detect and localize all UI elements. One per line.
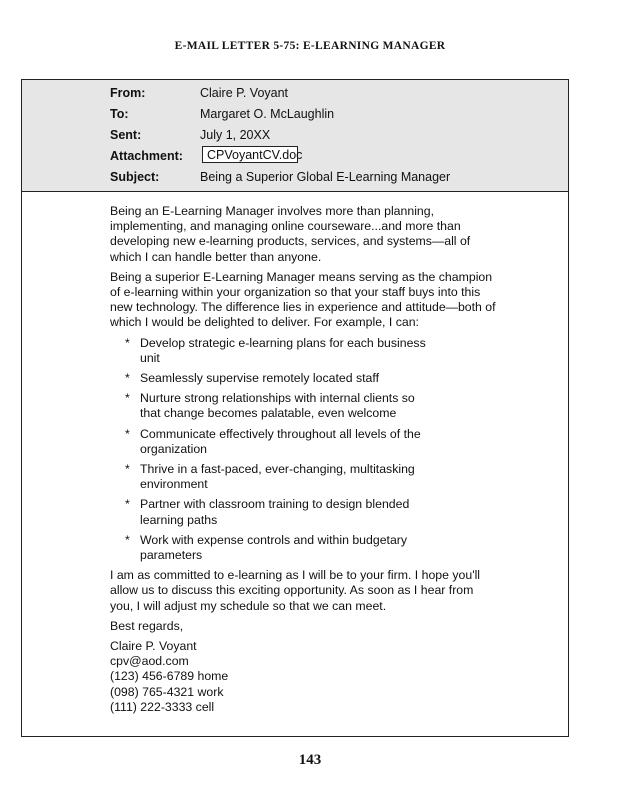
email-header: [22, 80, 568, 192]
bullet-star: *: [125, 335, 130, 350]
to-value: Margaret O. McLaughlin: [200, 107, 335, 121]
subject-label: Subject:: [110, 170, 160, 184]
bullet-star: *: [125, 532, 130, 547]
signature-phone-cell: (111) 222-3333 cell: [110, 699, 215, 714]
from-value: Claire P. Voyant: [200, 86, 289, 100]
bullet-star: *: [125, 462, 130, 477]
signature-phone-home: (123) 456-6789 home: [110, 669, 229, 684]
page-number: 143: [298, 752, 322, 768]
signature-email[interactable]: cpv@aod.com: [110, 654, 189, 669]
signature-name: Claire P. Voyant: [110, 639, 197, 654]
list-item: [110, 391, 430, 421]
list-item: [110, 533, 430, 563]
bullet-star: *: [125, 371, 130, 386]
attachment-file[interactable]: CPVoyantCV.doc: [202, 146, 298, 163]
list-item-text: Thrive in a fast-paced, ever-changing, multitasking environment: [140, 462, 415, 492]
list-item-text: Seamlessly supervise remotely located staff: [140, 371, 379, 386]
signature-phone-work: (098) 765-4321 work: [110, 684, 224, 699]
list-item: [110, 462, 430, 492]
email-body: [110, 204, 500, 715]
bullet-star: *: [125, 391, 130, 406]
sent-label: Sent:: [110, 128, 142, 142]
list-item-text: Communicate effectively throughout all levels of the organization: [140, 426, 421, 456]
signature-block: [110, 639, 500, 715]
list-item: [110, 336, 430, 366]
list-item-text: Work with expense controls and within budgetary parameters: [140, 532, 408, 563]
list-item: [110, 371, 430, 386]
closing-salutation: Best regards,: [110, 618, 184, 633]
sent-value: July 1, 20XX: [200, 128, 271, 142]
bullet-list: [110, 336, 500, 564]
email-letter: [21, 79, 569, 737]
bullet-star: *: [125, 426, 130, 441]
subject-value: Being a Superior Global E-Learning Manager: [200, 170, 451, 184]
bullet-star: *: [125, 497, 130, 512]
list-item-text: Nurture strong relationships with internal clients so that change becomes palatable, even welcome: [140, 391, 415, 421]
list-item-text: Partner with classroom training to design blended learning paths: [140, 497, 410, 527]
list-item: [110, 427, 430, 457]
paragraph-intro: Being an E-Learning Manager involves more than planning, implementing, and managing online courseware...and more than developing new e-learning products, services, and systems—all of which I can handle better than anyone.: [110, 204, 471, 264]
list-item: [110, 497, 430, 527]
from-label: From:: [110, 86, 146, 100]
paragraph-champion: Being a superior E-Learning Manager means serving as the champion of e-learning within your organization so that your staff buys into this new technology. The difference lies in experience and attitude—both of which I would be delighted to deliver. For example, I can:: [110, 269, 496, 330]
page-title: E-MAIL LETTER 5-75: E-LEARNING MANAGER: [174, 40, 446, 52]
to-label: To:: [110, 107, 129, 121]
list-item-text: Develop strategic e-learning plans for each business unit: [140, 335, 426, 365]
paragraph-closing: I am as committed to e-learning as I will be to your firm. I hope you'll allow us to discuss this exciting opportunity. As soon as I hear from you, I will adjust my schedule so that we can meet.: [110, 568, 481, 613]
attachment-label: Attachment:: [110, 149, 183, 163]
